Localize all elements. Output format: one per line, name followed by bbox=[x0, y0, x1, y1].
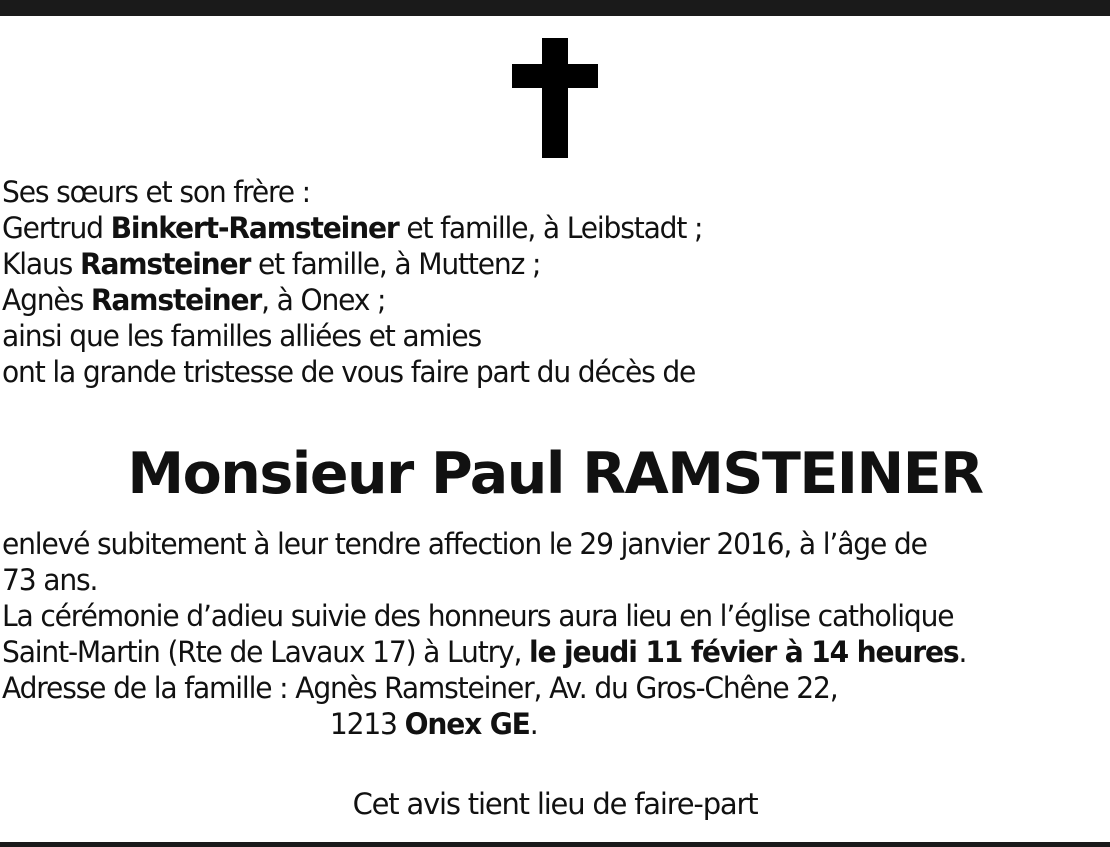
family-block bbox=[2, 174, 1073, 390]
top-rule bbox=[0, 0, 1110, 16]
member-last-name: Binkert-Ramsteiner bbox=[110, 211, 399, 245]
details-block bbox=[2, 526, 1073, 742]
address-city: Onex GE bbox=[404, 707, 530, 741]
member-first-name: Agnès bbox=[2, 283, 84, 317]
address-line-2 bbox=[2, 706, 1073, 742]
member-last-name: Ramsteiner bbox=[79, 247, 251, 281]
ceremony-end: . bbox=[958, 635, 967, 669]
family-member bbox=[2, 246, 1073, 282]
member-last-name: Ramsteiner bbox=[90, 283, 262, 317]
family-member bbox=[2, 210, 1073, 246]
member-first-name: Gertrud bbox=[2, 211, 103, 245]
death-line-2: 73 ans. bbox=[2, 563, 98, 597]
cross-icon bbox=[512, 38, 598, 158]
address-end: . bbox=[529, 707, 538, 741]
member-rest: et famille, à Leibstadt ; bbox=[398, 211, 703, 245]
announcement: ont la grande tristesse de vous faire part du décès de bbox=[2, 355, 696, 389]
address-zip: 1213 bbox=[329, 707, 405, 741]
member-rest: , à Onex ; bbox=[261, 283, 386, 317]
address-line-1: Adresse de la famille : Agnès Ramsteiner, Av. du Gros-Chêne 22, bbox=[2, 671, 838, 705]
member-first-name: Klaus bbox=[2, 247, 73, 281]
deceased-name: Monsieur Paul RAMSTEINER bbox=[127, 441, 983, 507]
death-line-1: enlevé subitement à leur tendre affection le 29 janvier 2016, à l’âge de bbox=[2, 527, 927, 561]
ceremony-line-2 bbox=[2, 634, 1073, 670]
family-member bbox=[2, 282, 1073, 318]
bottom-rule bbox=[0, 842, 1110, 847]
family-intro: Ses sœurs et son frère : bbox=[2, 175, 310, 209]
family-allies: ainsi que les familles alliées et amies bbox=[2, 319, 482, 353]
closing-note: Cet avis tient lieu de faire-part bbox=[352, 787, 758, 821]
ceremony-line-1: La cérémonie d’adieu suivie des honneurs aura lieu en l’église catholique bbox=[2, 599, 954, 633]
ceremony-place: Saint-Martin (Rte de Lavaux 17) à Lutry, bbox=[2, 635, 530, 669]
member-rest: et famille, à Muttenz ; bbox=[250, 247, 541, 281]
ceremony-date: le jeudi 11 févier à 14 heures bbox=[529, 635, 959, 669]
